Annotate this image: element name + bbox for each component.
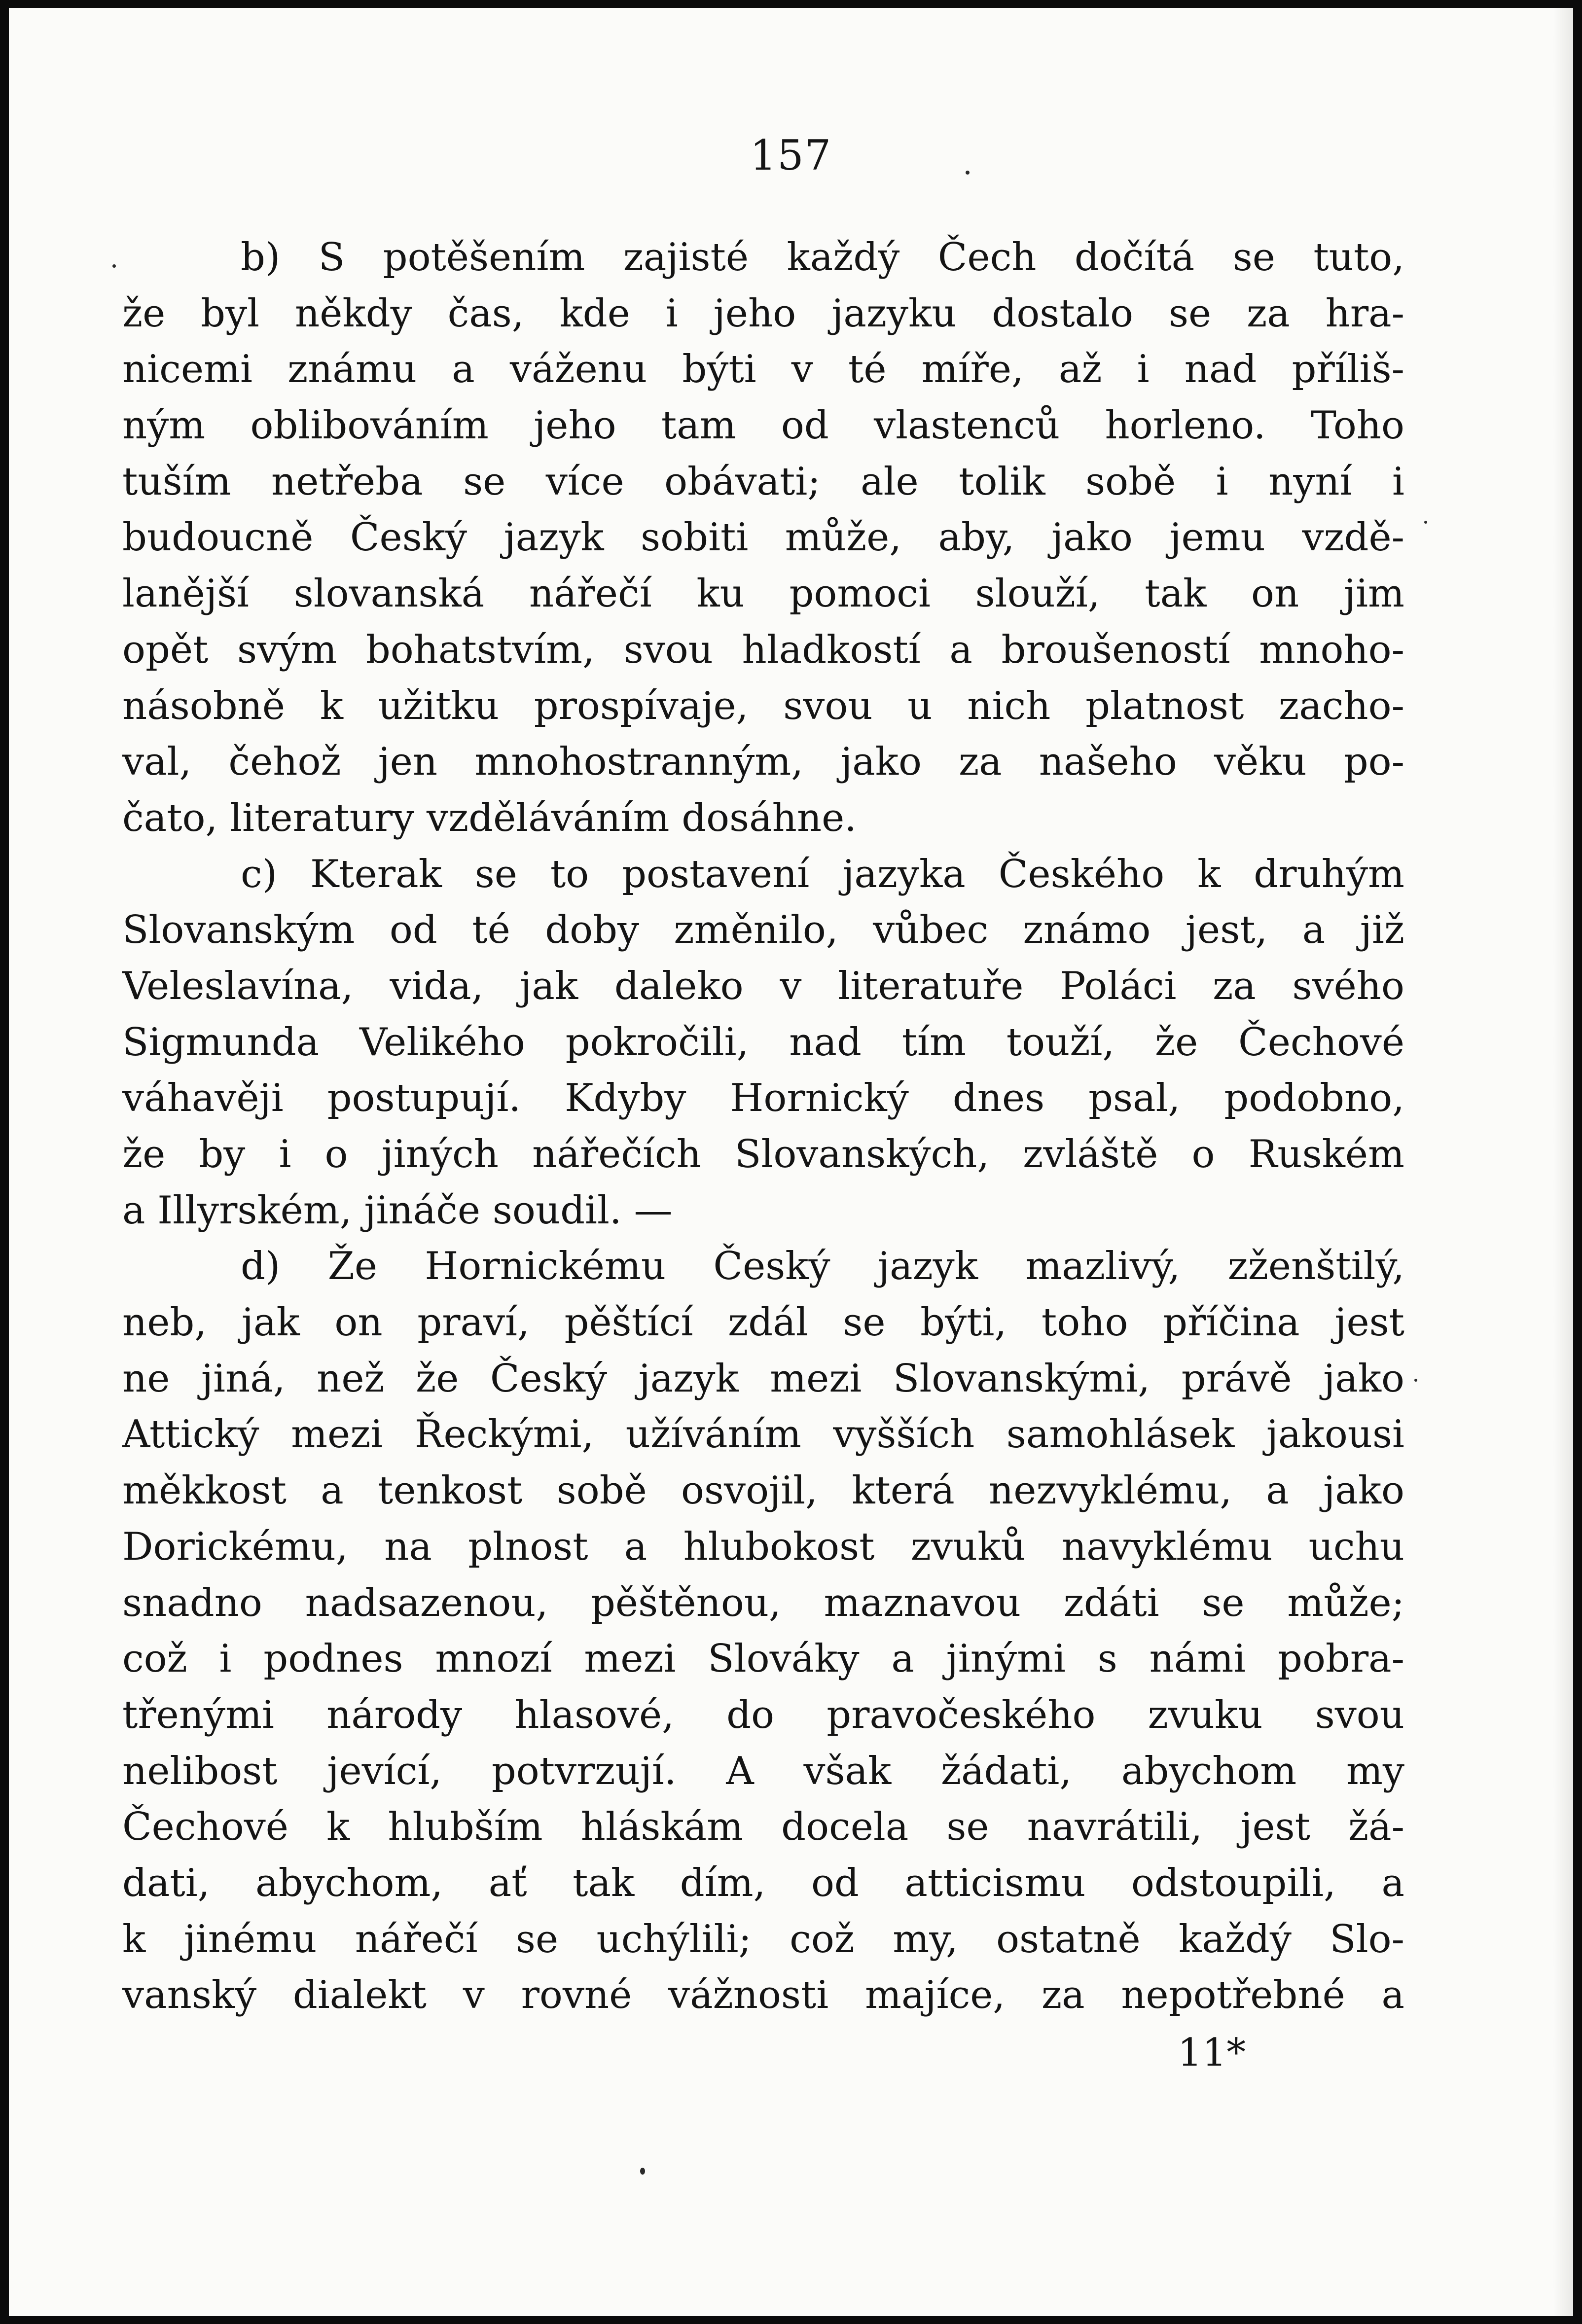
text-line: val, čehož jen mnohostranným, jako za našeho věku po- — [122, 740, 1404, 785]
speck — [1414, 1379, 1417, 1382]
text-line: násobně k užitku prospívaje, svou u nich platnost zacho- — [122, 683, 1404, 728]
speck — [966, 171, 970, 175]
text-line: b) S potěšením zajisté každý Čech dočítá se tuto, — [241, 235, 1404, 280]
text-line: snadno nadsazenou, pěštěnou, maznavou zdáti se může; — [122, 1580, 1404, 1625]
text-line: budoucně Český jazyk sobiti může, aby, jako jemu vzdě- — [122, 515, 1404, 560]
text-line: měkkost a tenkost sobě osvojil, která nezvyklému, a jako — [122, 1468, 1404, 1513]
text-line: lanější slovanská nářečí ku pomoci slouží, tak on jim — [122, 572, 1404, 616]
body-text — [122, 230, 1404, 2024]
text-line: Sigmunda Velikého pokročili, nad tím touží, že Čechové — [122, 1020, 1404, 1065]
text-line: k jinému nářečí se uchýlili; což my, ostatně každý Slo- — [122, 1917, 1404, 1962]
text-line: d) Že Hornickému Český jazyk mazlivý, zženštilý, — [241, 1244, 1404, 1289]
text-line: nicemi známu a váženu býti v té míře, až i nad příliš- — [122, 347, 1404, 392]
text-line: Čechové k hlubším hláskám docela se navrátili, jest žá- — [122, 1805, 1404, 1850]
speck — [1424, 521, 1427, 524]
text-line: dati, abychom, ať tak dím, od atticismu odstoupili, a — [122, 1860, 1404, 1905]
text-line: váhavěji postupují. Kdyby Hornický dnes psal, podobno, — [122, 1076, 1404, 1121]
speck — [640, 2168, 645, 2175]
text-line: neb, jak on praví, pěštící zdál se býti, toho příčina jest — [122, 1300, 1404, 1345]
book-page — [9, 8, 1573, 2316]
page-number: 157 — [750, 131, 832, 179]
text-line: že byl někdy čas, kde i jeho jazyku dostalo se za hra- — [122, 291, 1404, 336]
text-line: a Illyrském, jináče soudil. — — [122, 1188, 673, 1233]
page-edge-shadow — [1553, 8, 1573, 2316]
text-line: třenými národy hlasové, do pravočeského zvuku svou — [122, 1692, 1404, 1737]
text-line: čato, literatury vzděláváním dosáhne. — [122, 795, 857, 840]
text-line: ne jiná, než že Český jazyk mezi Slovanskými, právě jako — [122, 1356, 1404, 1401]
signature-mark: 11* — [1178, 2031, 1246, 2075]
text-line: Veleslavína, vida, jak daleko v literatuře Poláci za svého — [122, 964, 1404, 1008]
text-line: tuším netřeba se více obávati; ale tolik sobě i nyní i — [122, 459, 1404, 504]
text-line: což i podnes mnozí mezi Slováky a jinými s námi pobra- — [122, 1637, 1404, 1681]
text-line: c) Kterak se to postavení jazyka Českého k druhým — [241, 852, 1404, 896]
text-line: Slovanským od té doby změnilo, vůbec známo jest, a již — [122, 908, 1404, 953]
text-line: Dorickému, na plnost a hlubokost zvuků navyklému uchu — [122, 1524, 1404, 1569]
text-line: opět svým bohatstvím, svou hladkostí a broušeností mnoho- — [122, 627, 1404, 672]
speck — [112, 264, 116, 268]
text-line: Attický mezi Řeckými, užíváním vyšších samohlásek jakousi — [122, 1412, 1404, 1457]
text-line: že by i o jiných nářečích Slovanských, zvláště o Ruském — [122, 1132, 1404, 1177]
text-line: vanský dialekt v rovné vážnosti majíce, za nepotřebné a — [122, 1973, 1404, 2018]
text-line: nelibost jevící, potvrzují. A však žádati, abychom my — [122, 1749, 1404, 1793]
text-line: ným oblibováním jeho tam od vlastenců horleno. Toho — [122, 403, 1404, 448]
